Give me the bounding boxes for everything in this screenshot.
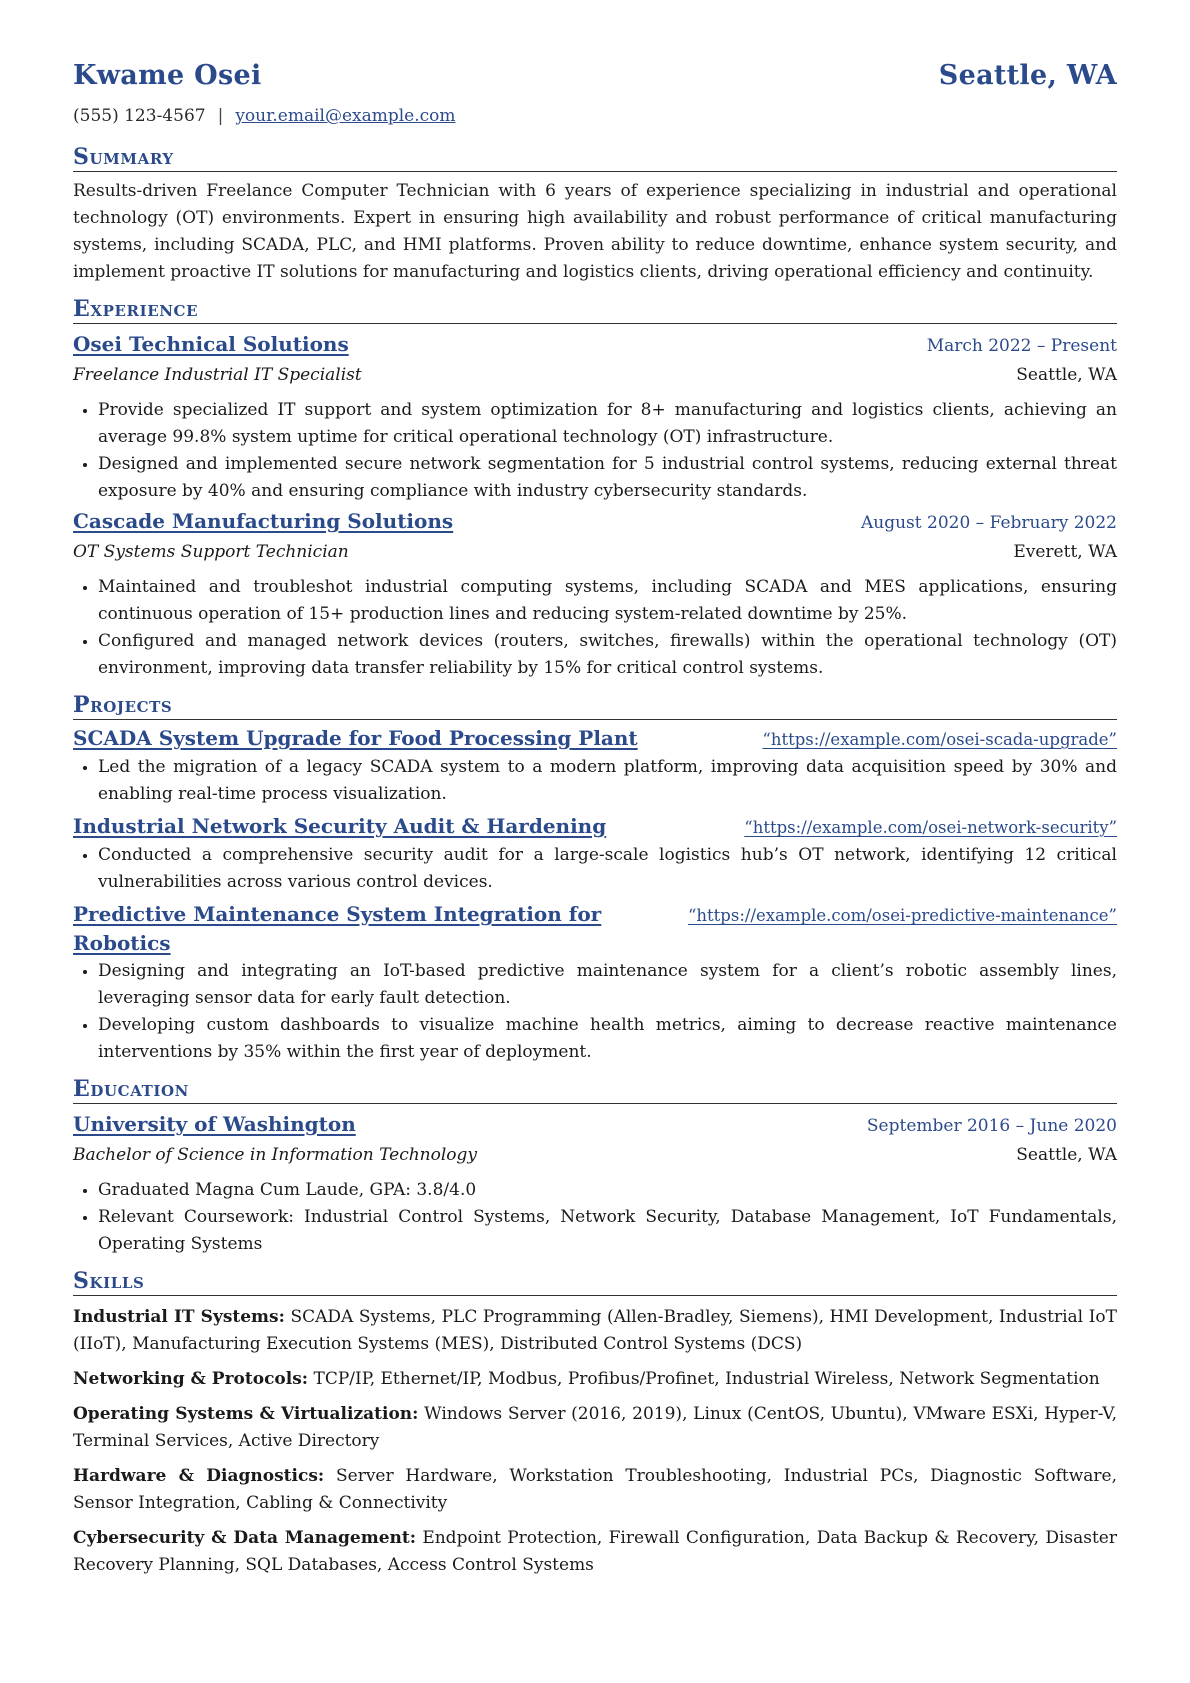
school-location: Seattle, WA (1016, 1145, 1117, 1165)
project-entry (73, 812, 1117, 896)
experience-entry-header (73, 330, 1117, 361)
section-title-projects: Projects (73, 692, 1117, 720)
project-link[interactable]: “https://example.com/osei-predictive-maintenance” (687, 906, 1117, 925)
skill-item (73, 1463, 1117, 1517)
project-link[interactable]: “https://example.com/osei-network-security” (744, 818, 1117, 837)
email-link[interactable]: your.email@example.com (235, 106, 456, 126)
skill-text: TCP/IP, Ethernet/IP, Modbus, Profibus/Profinet, Industrial Wireless, Network Segmentation (313, 1369, 1100, 1389)
project-bullets (73, 842, 1117, 896)
job-location: Everett, WA (1013, 542, 1117, 562)
company-name[interactable]: Cascade Manufacturing Solutions (73, 509, 454, 533)
experience-entry-subheader (73, 361, 1117, 389)
experience-entry-header (73, 507, 1117, 538)
contact-line (73, 106, 1117, 134)
skill-label: Industrial IT Systems: (73, 1307, 285, 1327)
degree: Bachelor of Science in Information Technology (73, 1145, 477, 1165)
summary-text: Results-driven Freelance Computer Technician with 6 years of experience specializing in industrial and operational technology (OT) environments. Expert in ensuring high availability and robust performance of critical manufacturing systems, including SCADA, PLC, and HMI platforms. Proven ability to reduce downtime, enhance system security, and implement proactive IT solutions for manufacturing and logistics clients, driving operational efficiency and continuity. (73, 181, 1117, 282)
contact-separator: | (217, 106, 224, 126)
project-entry (73, 900, 1117, 1066)
skill-label: Operating Systems & Virtualization: (73, 1404, 419, 1424)
experience-bullets (73, 574, 1117, 682)
resume-header (73, 60, 1117, 100)
employment-dates: March 2022 – Present (926, 336, 1117, 356)
education-dates: September 2016 – June 2020 (866, 1116, 1117, 1136)
project-name[interactable]: Predictive Maintenance System Integration for Robotics (73, 902, 602, 955)
candidate-name: Kwame Osei (73, 60, 262, 91)
skill-label: Cybersecurity & Data Management: (73, 1528, 416, 1548)
education-bullets (73, 1177, 1117, 1258)
job-title: Freelance Industrial IT Specialist (73, 365, 362, 385)
skill-label: Networking & Protocols: (73, 1369, 309, 1389)
bullet-item: • Designed and implemented secure network segmentation for 5 industrial control systems, reducing external threat exposure by 40% and ensuring compliance with industry cybersecurity standards. (98, 451, 1117, 505)
project-header (73, 724, 1117, 754)
experience-entry (73, 330, 1117, 505)
company-name[interactable]: Osei Technical Solutions (73, 332, 349, 356)
project-name[interactable]: SCADA System Upgrade for Food Processing Plant (73, 726, 638, 750)
skill-item (73, 1366, 1117, 1393)
project-link[interactable]: “https://example.com/osei-scada-upgrade” (762, 730, 1117, 749)
section-title-summary: Summary (73, 144, 1117, 172)
education-subheader (73, 1141, 1117, 1169)
skill-label: Hardware & Diagnostics: (73, 1466, 325, 1486)
project-header (73, 900, 1117, 958)
project-name[interactable]: Industrial Network Security Audit & Hardening (73, 814, 607, 838)
section-title-skills: Skills (73, 1268, 1117, 1296)
skill-text: Endpoint Protection, Firewall Configuration, Data Backup & Recovery, Disaster Recovery Planning, SQL Databases, Access Control Systems (73, 1528, 1117, 1575)
bullet-item: • Designing and integrating an IoT-based predictive maintenance system for a client’s robotic assembly lines, leveraging sensor data for early fault detection. (98, 958, 1117, 1012)
job-title: OT Systems Support Technician (73, 542, 349, 562)
skill-text: SCADA Systems, PLC Programming (Allen-Bradley, Siemens), HMI Development, Industrial IoT (IIoT), Manufacturing Execution Systems (MES), Distributed Control Systems (DCS) (73, 1307, 1117, 1354)
bullet-item: • Developing custom dashboards to visualize machine health metrics, aiming to decrease reactive maintenance interventions by 35% within the first year of deployment. (98, 1012, 1117, 1066)
bullet-item: • Conducted a comprehensive security audit for a large-scale logistics hub’s OT network, identifying 12 critical vulnerabilities across various control devices. (98, 842, 1117, 896)
skill-item (73, 1525, 1117, 1579)
bullet-item: • Graduated Magna Cum Laude, GPA: 3.8/4.0 (98, 1177, 1117, 1204)
education-entry (73, 1110, 1117, 1258)
employment-dates: August 2020 – February 2022 (860, 513, 1117, 533)
experience-bullets (73, 397, 1117, 505)
skill-text: Server Hardware, Workstation Troubleshooting, Industrial PCs, Diagnostic Software, Sensor Integration, Cabling & Connectivity (73, 1466, 1117, 1513)
school-name[interactable]: University of Washington (73, 1112, 356, 1136)
bullet-item: • Relevant Coursework: Industrial Control Systems, Network Security, Database Management, IoT Fundamentals, Operating Systems (98, 1204, 1117, 1258)
section-title-education: Education (73, 1076, 1117, 1104)
candidate-location: Seattle, WA (938, 60, 1117, 91)
experience-entry (73, 507, 1117, 682)
experience-entry-subheader (73, 538, 1117, 566)
project-header (73, 812, 1117, 842)
job-location: Seattle, WA (1016, 365, 1117, 385)
project-bullets (73, 754, 1117, 808)
bullet-item: • Maintained and troubleshot industrial computing systems, including SCADA and MES applications, ensuring continuous operation of 15+ production lines and reducing system-related downtime by 25%. (98, 574, 1117, 628)
project-entry (73, 724, 1117, 808)
skill-text: Windows Server (2016, 2019), Linux (CentOS, Ubuntu), VMware ESXi, Hyper-V, Terminal Services, Active Directory (73, 1404, 1118, 1451)
education-header (73, 1110, 1117, 1141)
bullet-item: • Provide specialized IT support and system optimization for 8+ manufacturing and logistics clients, achieving an average 99.8% system uptime for critical operational technology (OT) infrastructure. (98, 397, 1117, 451)
skill-item (73, 1401, 1117, 1455)
project-bullets (73, 958, 1117, 1066)
bullet-item: • Led the migration of a legacy SCADA system to a modern platform, improving data acquisition speed by 30% and enabling real-time process visualization. (98, 754, 1117, 808)
section-title-experience: Experience (73, 296, 1117, 324)
skill-item (73, 1304, 1117, 1358)
bullet-item: • Configured and managed network devices (routers, switches, firewalls) within the operational technology (OT) environment, improving data transfer reliability by 15% for critical control systems. (98, 628, 1117, 682)
phone-number: (555) 123-4567 (73, 106, 206, 126)
